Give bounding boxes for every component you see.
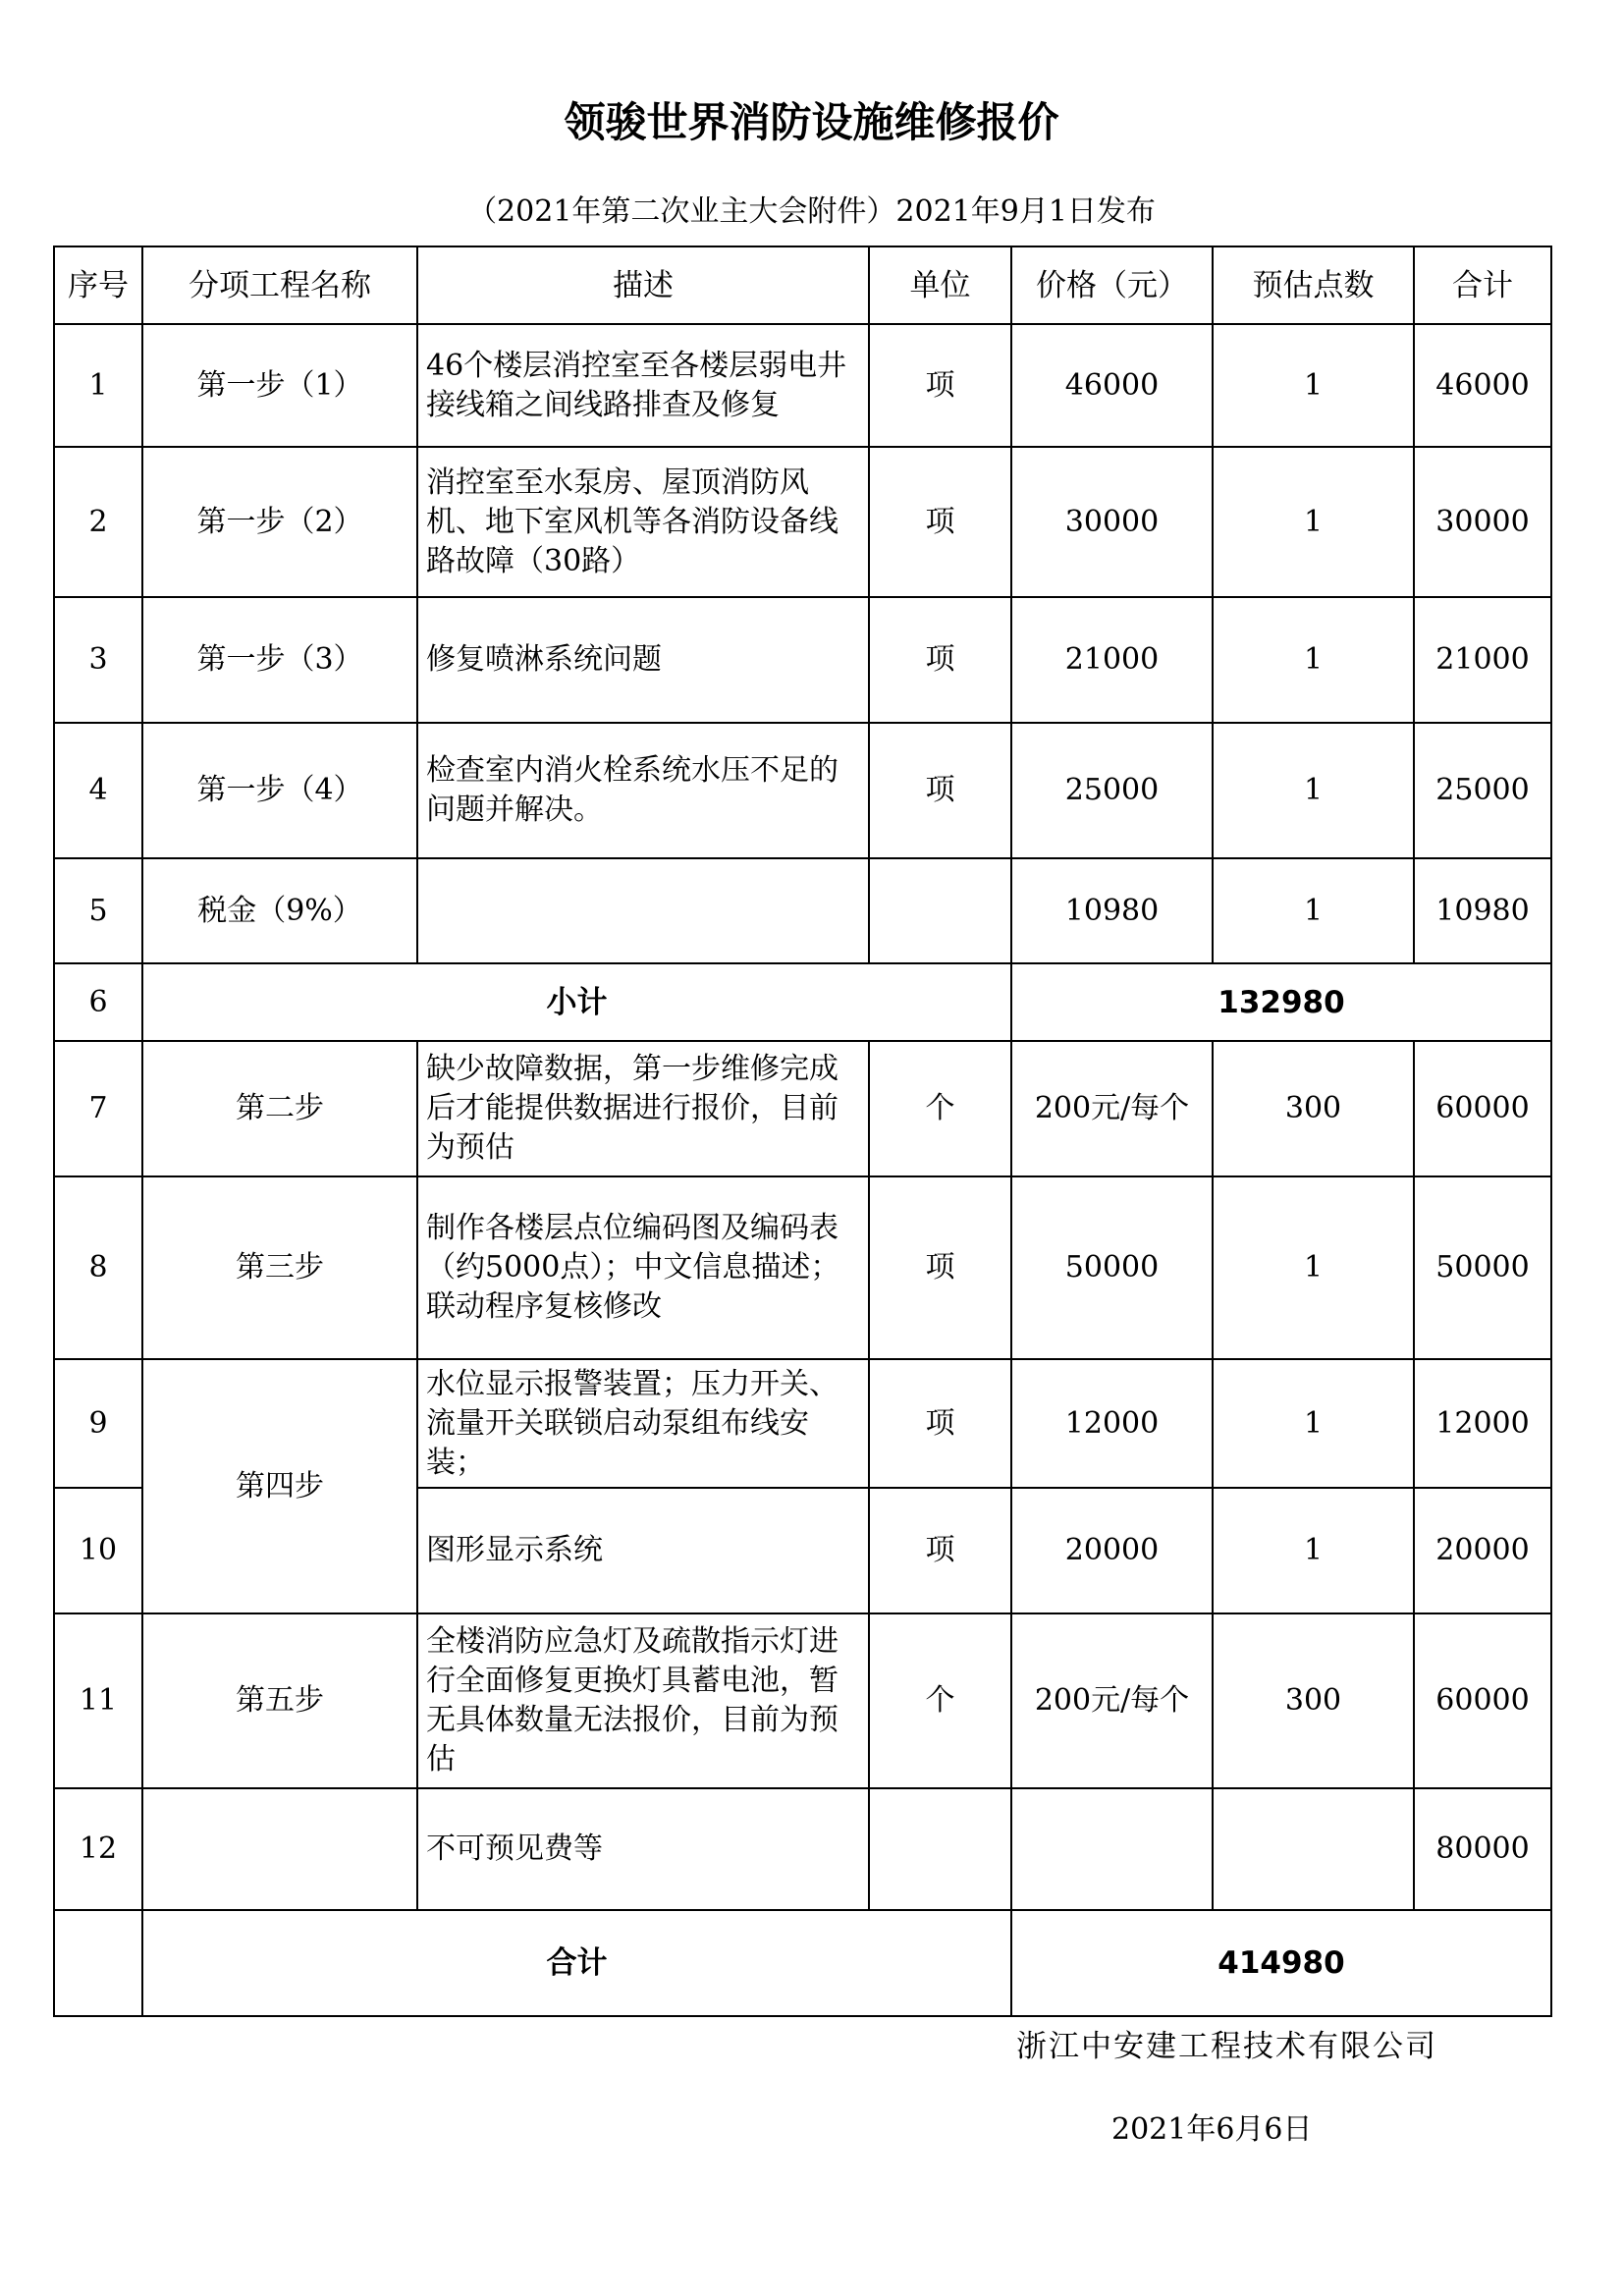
header-points: 预估点数 bbox=[1213, 246, 1414, 324]
row-points: 300 bbox=[1213, 1613, 1414, 1788]
row-points: 1 bbox=[1213, 447, 1414, 597]
row-no: 4 bbox=[54, 723, 142, 858]
row-unit bbox=[869, 858, 1011, 963]
row-desc: 检查室内消火栓系统水压不足的问题并解决。 bbox=[417, 723, 869, 858]
row-price: 25000 bbox=[1011, 723, 1213, 858]
row-unit: 项 bbox=[869, 1176, 1011, 1359]
row-no: 7 bbox=[54, 1041, 142, 1176]
row-price: 46000 bbox=[1011, 324, 1213, 447]
company-name: 浙江中安建工程技术有限公司 bbox=[1016, 2029, 1437, 2064]
row-unit: 项 bbox=[869, 1488, 1011, 1613]
row-total: 46000 bbox=[1414, 324, 1551, 447]
table-row bbox=[54, 597, 1551, 723]
row-total: 60000 bbox=[1414, 1613, 1551, 1788]
row-desc: 消控室至水泵房、屋顶消防风机、地下室风机等各消防设备线路故障（30路） bbox=[417, 447, 869, 597]
row-unit: 项 bbox=[869, 597, 1011, 723]
row-total: 20000 bbox=[1414, 1488, 1551, 1613]
row-unit: 项 bbox=[869, 723, 1011, 858]
subtotal-no: 6 bbox=[54, 963, 142, 1041]
row-no: 5 bbox=[54, 858, 142, 963]
row-desc: 制作各楼层点位编码图及编码表（约5000点）；中文信息描述；联动程序复核修改 bbox=[417, 1176, 869, 1359]
row-unit: 项 bbox=[869, 324, 1011, 447]
row-total: 10980 bbox=[1414, 858, 1551, 963]
row-total: 80000 bbox=[1414, 1788, 1551, 1910]
row-total: 12000 bbox=[1414, 1359, 1551, 1488]
row-item: 税金（9%） bbox=[142, 858, 417, 963]
grand-total-row bbox=[54, 1910, 1551, 2016]
row-points: 1 bbox=[1213, 1488, 1414, 1613]
row-item: 第一步（1） bbox=[142, 324, 417, 447]
table-header-row bbox=[54, 246, 1551, 324]
row-price: 50000 bbox=[1011, 1176, 1213, 1359]
table-row bbox=[54, 1788, 1551, 1910]
row-no: 10 bbox=[54, 1488, 142, 1613]
row-points: 1 bbox=[1213, 597, 1414, 723]
table-row bbox=[54, 1041, 1551, 1176]
row-points: 1 bbox=[1213, 324, 1414, 447]
table-row bbox=[54, 1359, 1551, 1488]
row-desc: 修复喷淋系统问题 bbox=[417, 597, 869, 723]
row-no: 12 bbox=[54, 1788, 142, 1910]
table-row bbox=[54, 723, 1551, 858]
header-desc: 描述 bbox=[417, 246, 869, 324]
row-points: 300 bbox=[1213, 1041, 1414, 1176]
header-total: 合计 bbox=[1414, 246, 1551, 324]
row-desc bbox=[417, 858, 869, 963]
row-desc: 46个楼层消控室至各楼层弱电井接线箱之间线路排查及修复 bbox=[417, 324, 869, 447]
row-desc: 水位显示报警装置；压力开关、流量开关联锁启动泵组布线安装； bbox=[417, 1359, 869, 1488]
row-total: 60000 bbox=[1414, 1041, 1551, 1176]
table-row bbox=[54, 1613, 1551, 1788]
row-item: 第一步（2） bbox=[142, 447, 417, 597]
header-no: 序号 bbox=[54, 246, 142, 324]
row-price: 21000 bbox=[1011, 597, 1213, 723]
row-price: 10980 bbox=[1011, 858, 1213, 963]
row-price: 200元/每个 bbox=[1011, 1613, 1213, 1788]
row-item: 第五步 bbox=[142, 1613, 417, 1788]
row-unit: 个 bbox=[869, 1613, 1011, 1788]
row-item: 第一步（3） bbox=[142, 597, 417, 723]
row-no: 1 bbox=[54, 324, 142, 447]
grand-total-value: 414980 bbox=[1011, 1910, 1551, 2016]
row-total: 30000 bbox=[1414, 447, 1551, 597]
quote-table bbox=[53, 246, 1552, 2017]
row-no: 3 bbox=[54, 597, 142, 723]
row-price: 12000 bbox=[1011, 1359, 1213, 1488]
row-total: 25000 bbox=[1414, 723, 1551, 858]
row-points: 1 bbox=[1213, 723, 1414, 858]
row-points: 1 bbox=[1213, 1176, 1414, 1359]
row-desc: 缺少故障数据，第一步维修完成后才能提供数据进行报价，目前为预估 bbox=[417, 1041, 869, 1176]
issue-date: 2021年6月6日 bbox=[1111, 2112, 1313, 2147]
row-desc: 不可预见费等 bbox=[417, 1788, 869, 1910]
row-price: 200元/每个 bbox=[1011, 1041, 1213, 1176]
table-row bbox=[54, 447, 1551, 597]
row-unit: 个 bbox=[869, 1041, 1011, 1176]
table-row bbox=[54, 324, 1551, 447]
header-price: 价格（元） bbox=[1011, 246, 1213, 324]
row-points bbox=[1213, 1788, 1414, 1910]
document-subtitle: （2021年第二次业主大会附件）2021年9月1日发布 bbox=[467, 194, 1156, 229]
row-total: 21000 bbox=[1414, 597, 1551, 723]
row-price bbox=[1011, 1788, 1213, 1910]
row-total: 50000 bbox=[1414, 1176, 1551, 1359]
row-unit: 项 bbox=[869, 1359, 1011, 1488]
table-row bbox=[54, 858, 1551, 963]
row-desc: 全楼消防应急灯及疏散指示灯进行全面修复更换灯具蓄电池，暂无具体数量无法报价，目前为预估 bbox=[417, 1613, 869, 1788]
header-item: 分项工程名称 bbox=[142, 246, 417, 324]
row-item: 第三步 bbox=[142, 1176, 417, 1359]
row-points: 1 bbox=[1213, 1359, 1414, 1488]
grand-total-label: 合计 bbox=[142, 1910, 1011, 2016]
row-points: 1 bbox=[1213, 858, 1414, 963]
row-no: 11 bbox=[54, 1613, 142, 1788]
row-no: 2 bbox=[54, 447, 142, 597]
row-unit: 项 bbox=[869, 447, 1011, 597]
row-no: 9 bbox=[54, 1359, 142, 1488]
row-price: 20000 bbox=[1011, 1488, 1213, 1613]
row-item bbox=[142, 1788, 417, 1910]
subtotal-row bbox=[54, 963, 1551, 1041]
document-title: 领骏世界消防设施维修报价 bbox=[564, 98, 1059, 146]
row-price: 30000 bbox=[1011, 447, 1213, 597]
table-row bbox=[54, 1176, 1551, 1359]
row-item: 第一步（4） bbox=[142, 723, 417, 858]
header-unit: 单位 bbox=[869, 246, 1011, 324]
row-desc: 图形显示系统 bbox=[417, 1488, 869, 1613]
grand-total-no bbox=[54, 1910, 142, 2016]
row-unit bbox=[869, 1788, 1011, 1910]
row-item: 第二步 bbox=[142, 1041, 417, 1176]
row-item: 第四步 bbox=[142, 1359, 417, 1613]
subtotal-value: 132980 bbox=[1011, 963, 1551, 1041]
subtotal-label: 小计 bbox=[142, 963, 1011, 1041]
row-no: 8 bbox=[54, 1176, 142, 1359]
